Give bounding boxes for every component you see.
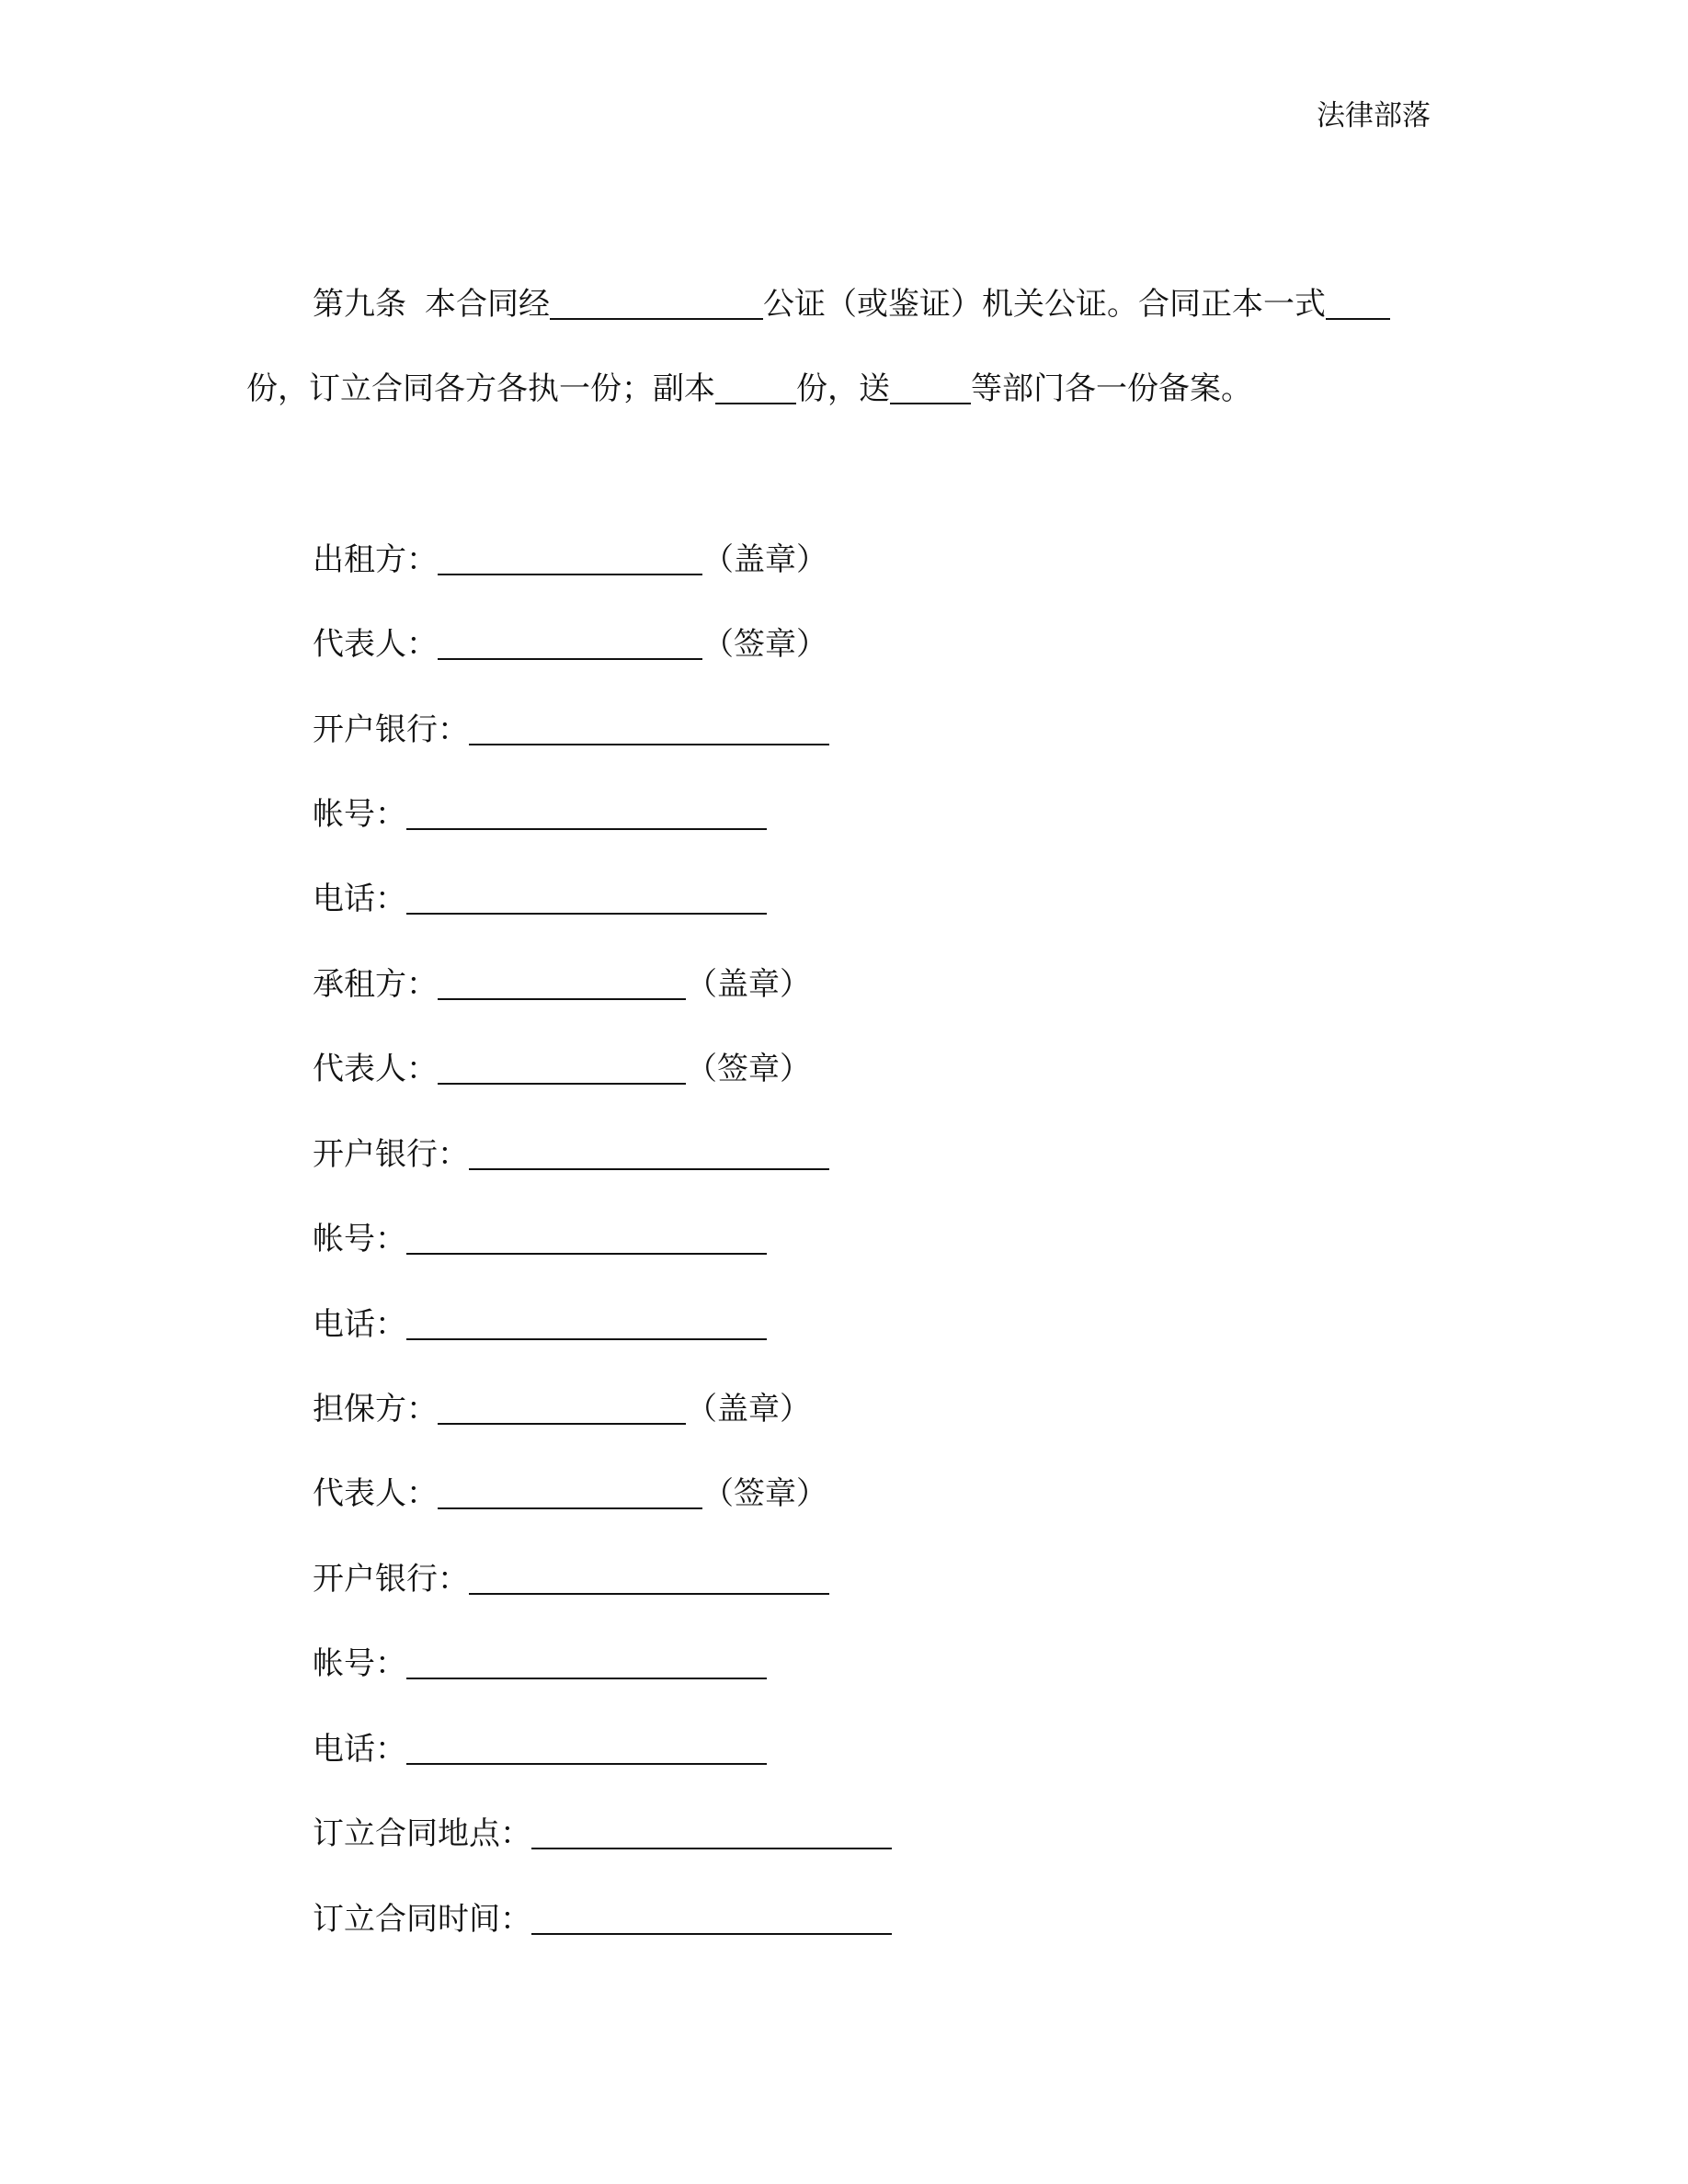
clause-text-1b: 公证（或鉴证）机关公证。合同正本一式 xyxy=(763,286,1326,323)
lessor-rep-label: 代表人： xyxy=(313,626,438,663)
guarantor-party-blank[interactable] xyxy=(438,1422,686,1425)
original-copies-blank[interactable] xyxy=(1326,317,1390,320)
lessor-phone-label: 电话： xyxy=(313,881,406,917)
clause-text-1a: 本合同经 xyxy=(425,286,550,323)
signing-place-blank[interactable] xyxy=(531,1847,892,1849)
lessee-party-blank[interactable] xyxy=(438,997,686,1000)
lessee-party-row xyxy=(313,961,811,1007)
lessor-bank-label: 开户银行： xyxy=(313,711,469,748)
guarantor-bank-label: 开户银行： xyxy=(313,1561,469,1598)
guarantor-account-label: 帐号： xyxy=(313,1645,406,1682)
guarantor-bank-blank[interactable] xyxy=(469,1592,829,1595)
lessor-party-label: 出租方： xyxy=(313,541,438,578)
signing-time-label: 订立合同时间： xyxy=(313,1901,531,1938)
guarantor-rep-row xyxy=(313,1471,827,1517)
guarantor-rep-seal: （签章） xyxy=(702,1475,827,1512)
duplicate-copies-blank[interactable] xyxy=(715,402,796,404)
signing-time-blank[interactable] xyxy=(531,1932,892,1935)
lessor-party-seal: （盖章） xyxy=(702,541,827,578)
lessee-bank-label: 开户银行： xyxy=(313,1136,469,1173)
lessee-phone-row xyxy=(313,1302,767,1348)
guarantor-bank-row xyxy=(313,1556,829,1602)
guarantor-phone-row xyxy=(313,1726,767,1772)
lessor-phone-blank[interactable] xyxy=(406,912,767,915)
lessee-account-blank[interactable] xyxy=(406,1252,767,1255)
guarantor-account-blank[interactable] xyxy=(406,1677,767,1679)
guarantor-rep-blank[interactable] xyxy=(438,1507,702,1509)
clause-text-2a: 份，订立合同各方各执一份；副本 xyxy=(246,370,715,407)
lessee-party-label: 承租方： xyxy=(313,966,438,1003)
recipient-departments-blank[interactable] xyxy=(890,402,971,404)
lessor-rep-row xyxy=(313,621,827,667)
lessee-phone-label: 电话： xyxy=(313,1306,406,1343)
clause-number: 第九条 xyxy=(313,286,406,323)
clause-line-2 xyxy=(246,366,1252,412)
clause-text-2b: 份，送 xyxy=(796,370,890,407)
lessee-rep-seal: （签章） xyxy=(686,1051,811,1087)
lessor-party-blank[interactable] xyxy=(438,573,702,575)
lessor-account-label: 帐号： xyxy=(313,796,406,833)
lessor-bank-row xyxy=(313,707,829,753)
lessee-rep-row xyxy=(313,1046,811,1092)
lessee-party-seal: （盖章） xyxy=(686,966,811,1003)
lessor-rep-blank[interactable] xyxy=(438,657,702,660)
signing-time-row xyxy=(313,1896,892,1942)
lessor-phone-row xyxy=(313,876,767,922)
clause-text-2c: 等部门各一份备案。 xyxy=(971,370,1252,407)
lessee-rep-label: 代表人： xyxy=(313,1051,438,1087)
guarantor-rep-label: 代表人： xyxy=(313,1475,438,1512)
lessee-rep-blank[interactable] xyxy=(438,1082,686,1085)
notary-office-blank[interactable] xyxy=(550,317,763,320)
lessee-phone-blank[interactable] xyxy=(406,1337,767,1340)
guarantor-party-label: 担保方： xyxy=(313,1391,438,1428)
lessor-rep-seal: （签章） xyxy=(702,626,827,663)
lessor-account-row xyxy=(313,791,767,837)
lessor-account-blank[interactable] xyxy=(406,827,767,830)
header-source-label: 法律部落 xyxy=(1317,99,1431,132)
signing-place-label: 订立合同地点： xyxy=(313,1815,531,1852)
guarantor-account-row xyxy=(313,1641,767,1687)
guarantor-party-seal: （盖章） xyxy=(686,1391,811,1428)
lessee-bank-row xyxy=(313,1132,829,1177)
lessee-account-label: 帐号： xyxy=(313,1221,406,1257)
guarantor-phone-blank[interactable] xyxy=(406,1762,767,1765)
lessee-bank-blank[interactable] xyxy=(469,1167,829,1170)
signing-place-row xyxy=(313,1811,892,1857)
clause-line-1 xyxy=(313,281,1390,327)
lessor-party-row xyxy=(313,537,827,583)
lessor-bank-blank[interactable] xyxy=(469,743,829,745)
guarantor-party-row xyxy=(313,1386,811,1432)
guarantor-phone-label: 电话： xyxy=(313,1731,406,1768)
lessee-account-row xyxy=(313,1216,767,1262)
